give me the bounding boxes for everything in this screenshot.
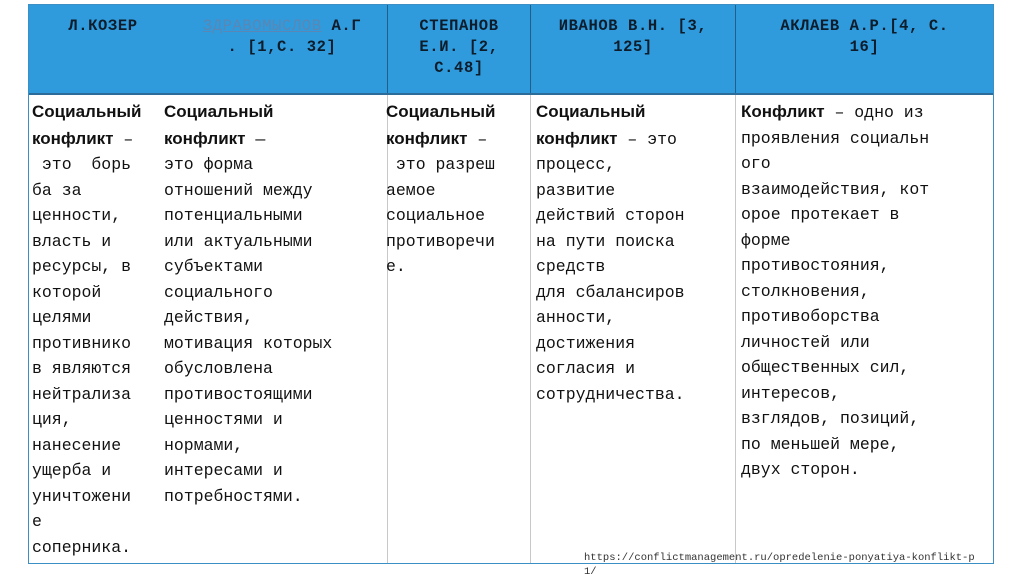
definition-zdravomyslov bbox=[164, 99, 332, 509]
definition-line: средств bbox=[536, 257, 606, 276]
header-stepanov-line: С.48] bbox=[434, 59, 484, 77]
definition-line: Социальный bbox=[386, 102, 496, 121]
definition-line: интересами и bbox=[164, 461, 283, 480]
definition-line: согласия и bbox=[536, 359, 636, 378]
definition-line: по меньшей мере, bbox=[741, 434, 900, 454]
header-kozer-text: Л.КОЗЕР bbox=[68, 17, 138, 35]
definitions-table bbox=[28, 4, 994, 564]
definition-line: потенциальными bbox=[164, 206, 303, 225]
definition-line: целями bbox=[32, 308, 92, 327]
definition-line: социального bbox=[164, 282, 273, 302]
definition-line: ресурсы, в bbox=[32, 257, 132, 276]
header-ivanov-line: 125] bbox=[613, 38, 653, 56]
definition-line: форме bbox=[741, 230, 791, 250]
definition-line: сотрудничества. bbox=[536, 384, 685, 404]
definition-line: личностей или bbox=[741, 332, 870, 352]
definition-line: нанесение bbox=[32, 435, 122, 455]
definition-aklaev bbox=[741, 99, 929, 483]
definition-line: достижения bbox=[536, 333, 636, 353]
header-zdravomyslov-line1 bbox=[177, 16, 387, 37]
definition-line: ущерба и bbox=[32, 461, 112, 480]
header-zdravomyslov-initials: А.Г bbox=[321, 17, 362, 35]
definition-line: общественных сил, bbox=[741, 358, 910, 377]
column-divider bbox=[735, 95, 736, 564]
header-zdravomyslov bbox=[177, 5, 387, 93]
definition-stepanov bbox=[386, 99, 496, 280]
definition-line: Социальный bbox=[164, 102, 274, 121]
header-stepanov-line: СТЕПАНОВ bbox=[419, 17, 499, 35]
definition-line: взглядов, позиций, bbox=[741, 409, 920, 428]
source-url-line: 1/ bbox=[584, 566, 597, 574]
definition-line: нормами, bbox=[164, 435, 244, 455]
definition-line: мотивация которых bbox=[164, 333, 333, 353]
definition-line: это форма bbox=[164, 155, 254, 174]
definition-line: субъектами bbox=[164, 257, 264, 276]
definition-line: уничтожени bbox=[32, 486, 132, 506]
definition-line: конфликт – это bbox=[536, 128, 677, 149]
source-url[interactable] bbox=[584, 551, 1024, 574]
zdravomyslov-link[interactable]: ЗДРАВОМЫСЛОВ bbox=[202, 17, 322, 35]
definition-line: которой bbox=[32, 282, 102, 302]
definition-line: социальное bbox=[386, 206, 486, 225]
definition-line: нейтрализа bbox=[32, 384, 132, 404]
definition-line: анности, bbox=[536, 308, 616, 327]
header-ivanov bbox=[531, 5, 735, 93]
definition-line: ого bbox=[741, 154, 771, 173]
header-aklaev-line: 16] bbox=[849, 38, 880, 56]
column-divider bbox=[530, 95, 531, 564]
definition-line: это борь bbox=[32, 155, 132, 174]
header-stepanov-line: Е.И. [2, bbox=[419, 38, 499, 56]
definition-line: процесс, bbox=[536, 155, 616, 174]
header-aklaev-line: АКЛАЕВ А.Р.[4, С. bbox=[780, 17, 949, 35]
definition-line: ценностями и bbox=[164, 410, 283, 429]
definition-line: е bbox=[32, 512, 42, 531]
definition-line: ценности, bbox=[32, 206, 122, 225]
definition-line: Социальный bbox=[32, 102, 142, 121]
definition-line: потребностями. bbox=[164, 486, 303, 506]
definition-line: взаимодействия, кот bbox=[741, 179, 930, 199]
definition-line: противоречи bbox=[386, 231, 495, 251]
definition-line: проявления социальн bbox=[741, 128, 930, 148]
definition-ivanov bbox=[536, 99, 685, 407]
header-zdravomyslov-line2: . [1,С. 32] bbox=[227, 38, 337, 56]
definition-line: это разреш bbox=[386, 155, 495, 174]
definition-line: на пути поиска bbox=[536, 231, 675, 251]
definition-line: Конфликт – одно из bbox=[741, 102, 924, 122]
definition-line: конфликт – bbox=[32, 128, 134, 149]
source-url-line: https://conflictmanagement.ru/opredelenie-ponyatiya-konflikt-p bbox=[584, 552, 975, 564]
definition-line: столкновения, bbox=[741, 281, 870, 301]
definition-line: отношений между bbox=[164, 180, 313, 200]
definition-line: власть и bbox=[32, 231, 112, 251]
definition-line: противнико bbox=[32, 333, 132, 353]
definition-line: противостояния, bbox=[741, 256, 890, 275]
definition-line: действия, bbox=[164, 308, 254, 327]
definition-line: Социальный bbox=[536, 102, 646, 121]
header-stepanov bbox=[388, 5, 530, 93]
definition-kozer bbox=[32, 99, 142, 560]
definition-line: противоборства bbox=[741, 307, 880, 326]
definition-line: обусловлена bbox=[164, 359, 273, 378]
definition-line: противостоящими bbox=[164, 384, 313, 404]
header-ivanov-line: ИВАНОВ В.Н. [3, bbox=[558, 17, 708, 35]
definition-line: конфликт – bbox=[386, 128, 488, 149]
definition-line: орое протекает в bbox=[741, 205, 900, 224]
definition-line: в являются bbox=[32, 359, 132, 378]
definition-line: аемое bbox=[386, 180, 436, 200]
definition-line: ция, bbox=[32, 410, 72, 429]
header-kozer bbox=[29, 5, 177, 93]
definition-line: соперника. bbox=[32, 537, 132, 557]
definition-line: интересов, bbox=[741, 383, 841, 403]
header-aklaev bbox=[736, 5, 993, 93]
definition-line: двух сторон. bbox=[741, 460, 860, 479]
definition-line: или актуальными bbox=[164, 231, 313, 251]
definition-line: ба за bbox=[32, 180, 82, 200]
definition-line: действий сторон bbox=[536, 206, 685, 225]
definition-line: конфликт — bbox=[164, 128, 266, 149]
table-header bbox=[29, 5, 993, 95]
definition-line: для сбалансиров bbox=[536, 282, 685, 302]
definition-line: е. bbox=[386, 257, 406, 276]
definition-line: развитие bbox=[536, 180, 616, 200]
